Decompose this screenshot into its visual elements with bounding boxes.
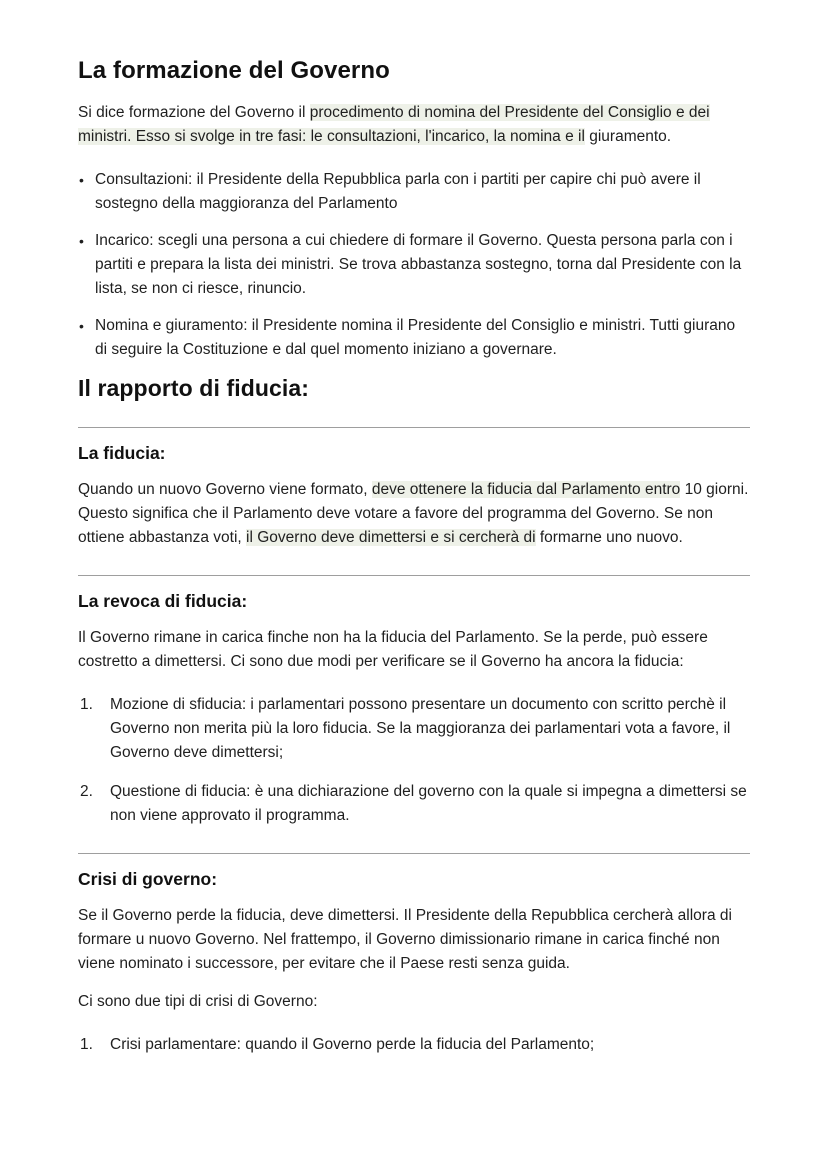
divider	[78, 575, 750, 576]
sub-heading-revoca-di-fiducia: La revoca di fiducia:	[78, 591, 248, 611]
crisi-paragraph: Se il Governo perde la fiducia, deve dimettersi. Il Presidente della Repubblica cercherà allora di formare u nuovo Governo. Nel frattempo, il Governo dimissionario rimane in carica finché non viene nominato i successore, per evitare che il Paese resti senza guida.	[78, 907, 732, 972]
section-title-rapporto-di-fiducia: Il rapporto di fiducia:	[78, 375, 310, 401]
list-item-consultazioni: • Consultazioni: il Presidente della Repubblica parla con i partiti per capire chi può avere il sostegno della maggioranza del Parlamento	[78, 168, 750, 216]
crisi-numbered-list	[78, 1033, 750, 1057]
text-plain: Quando un nuovo Governo viene formato,	[78, 481, 372, 498]
la-fiducia-paragraph	[78, 478, 750, 550]
text-plain: formarne uno nuovo.	[535, 529, 683, 546]
intro-text-plain: Si dice formazione del Governo il	[78, 104, 310, 121]
revoca-paragraph: Il Governo rimane in carica finche non ha la fiducia del Parlamento. Se la perde, può essere costretto a dimettersi. Ci sono due modi per verificare se il Governo ha ancora la fiducia:	[78, 629, 708, 670]
section-crisi-di-governo	[78, 853, 750, 1057]
sub-heading-la-fiducia: La fiducia:	[78, 443, 166, 463]
revoca-numbered-list	[78, 693, 750, 828]
crisi-list-intro: Ci sono due tipi di crisi di Governo:	[78, 993, 318, 1010]
highlighted-text: deve ottenere la fiducia dal Parlamento entro	[371, 481, 681, 498]
phases-bullet-list	[78, 168, 750, 362]
text-plain: 10 giorni. Questo significa che il Parlamento deve votare a favore del programma del Governo. Se non ottiene abbastanza voti,	[78, 481, 749, 546]
sub-heading-crisi-di-governo: Crisi di governo:	[78, 869, 218, 889]
list-item-questione-di-fiducia: Questione di fiducia: è una dichiarazione del governo con la quale si impegna a dimettersi se non viene approvato il programma.	[110, 783, 747, 824]
highlighted-text: il Governo deve dimettersi e si cercherà di	[246, 529, 536, 546]
document-title: La formazione del Governo	[78, 57, 390, 84]
list-item-nomina-giuramento: • Nomina e giuramento: il Presidente nomina il Presidente del Consiglio e ministri. Tutti giurano di seguire la Costituzione e dal quel momento iniziano a governare.	[78, 314, 750, 362]
list-item-crisi-parlamentare: Crisi parlamentare: quando il Governo perde la fiducia del Parlamento;	[110, 1036, 595, 1053]
intro-paragraph	[78, 101, 750, 149]
list-item-mozione-di-sfiducia: Mozione di sfiducia: i parlamentari possono presentare un documento con scritto perchè il Governo non merita più la loro fiducia. Se la maggioranza dei parlamentari vota a favore, il Governo deve dimettersi;	[110, 696, 731, 761]
section-la-fiducia	[78, 427, 750, 550]
section-revoca-di-fiducia	[78, 575, 750, 828]
list-item-incarico: • Incarico: scegli una persona a cui chiedere di formare il Governo. Questa persona parla con i partiti e prepara la lista dei ministri. Se trova abbastanza sostegno, torna dal Presidente con la lista, se non ci riesce, rinuncio.	[78, 229, 750, 301]
divider	[78, 427, 750, 428]
intro-text-plain: giuramento.	[584, 128, 672, 145]
highlighted-text: procedimento di nomina del Presidente del Consiglio e dei ministri. Esso si svolge in tre fasi: le consultazioni, l'incarico, la nomina e il	[78, 104, 710, 145]
divider	[78, 853, 750, 854]
